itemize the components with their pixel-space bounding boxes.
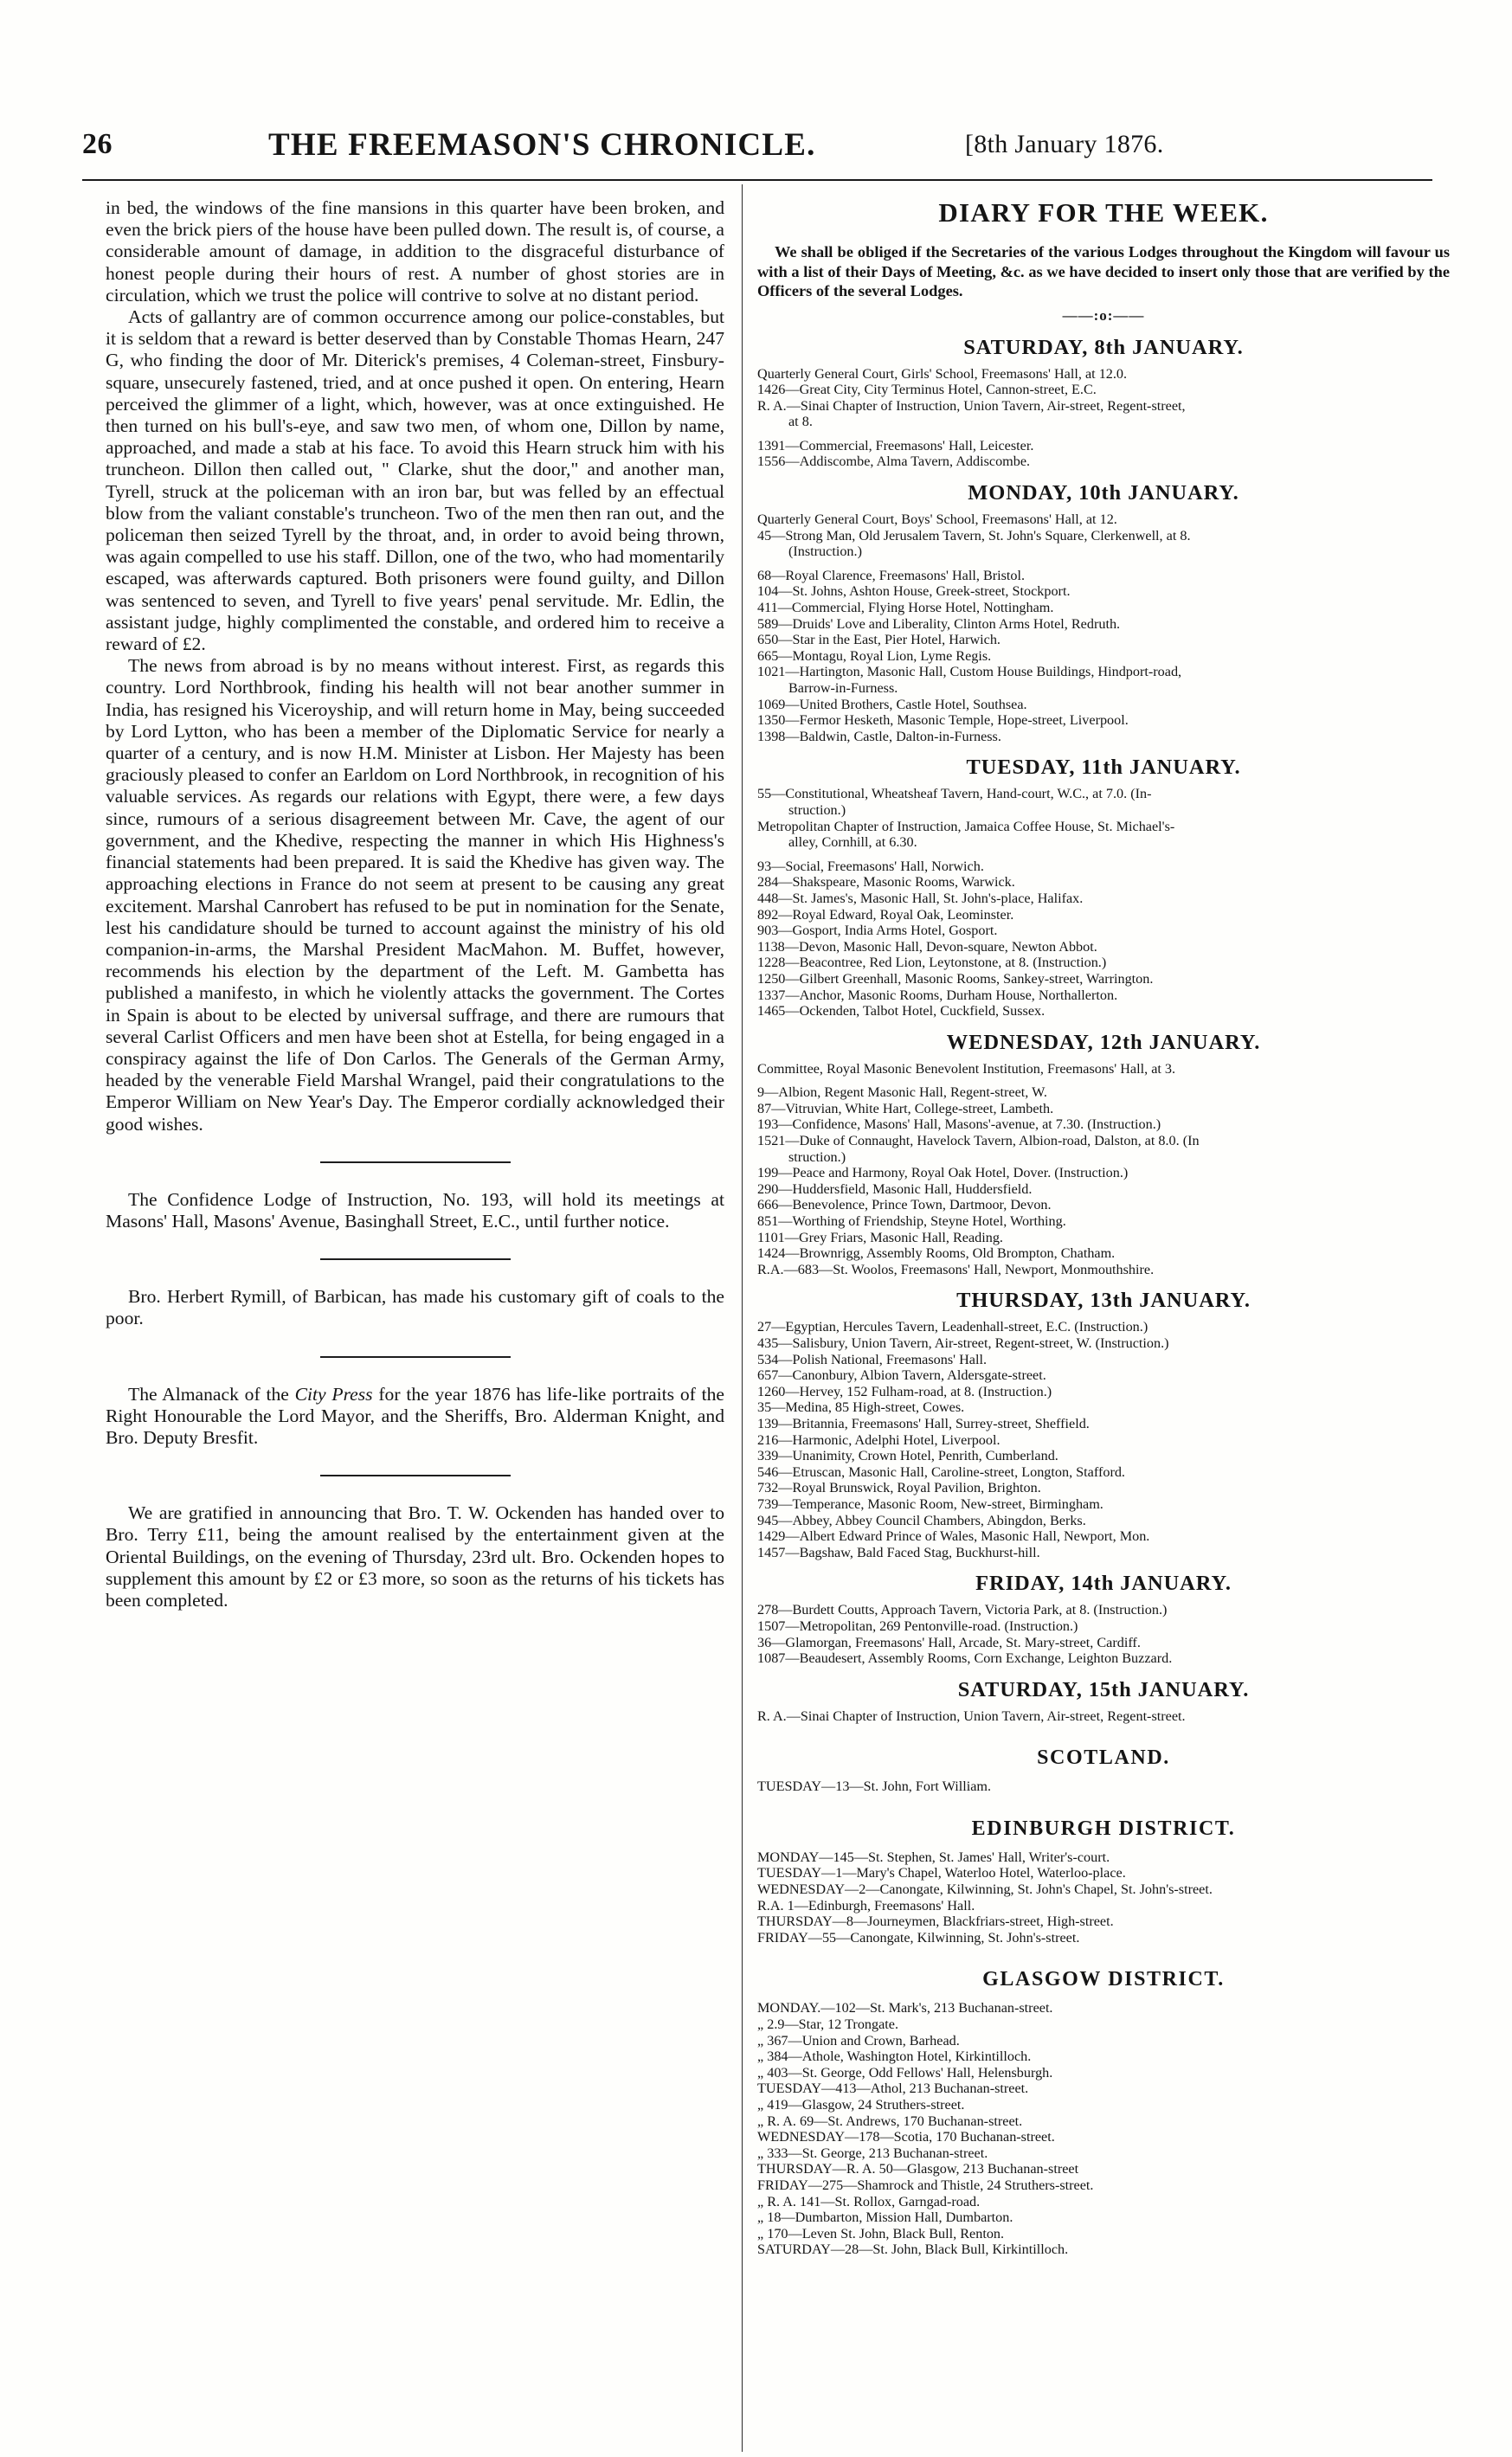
diary-day-entries xyxy=(757,1708,1450,1725)
diary-entry: „ R. A. 69—St. Andrews, 170 Buchanan-street. xyxy=(757,2113,1023,2129)
diary-entry: MONDAY.—102—St. Mark's, 213 Buchanan-street. xyxy=(757,2000,1053,2016)
diary-entry: 739—Temperance, Masonic Room, New-street, Birmingham. xyxy=(757,1495,1103,1512)
diary-entry: „ 2.9—Star, 12 Trongate. xyxy=(757,2016,899,2033)
ornament-divider: ——:o:—— xyxy=(1062,306,1145,324)
masthead xyxy=(82,128,1432,173)
diary-entry: THURSDAY—R. A. 50—Glasgow, 213 Buchanan-street xyxy=(757,2161,1079,2177)
diary-entry: 1069—United Brothers, Castle Hotel, Southsea. xyxy=(757,696,1027,712)
diary-entry: 1250—Gilbert Greenhall, Masonic Rooms, Sankey-street, Warrington. xyxy=(757,970,1154,987)
diary-entry: 1465—Ockenden, Talbot Hotel, Cuckfield, Sussex. xyxy=(757,1003,1046,1019)
diary-entry: R.A. 1—Edinburgh, Freemasons' Hall. xyxy=(757,1897,975,1914)
diary-entry: SATURDAY—28—St. John, Black Bull, Kirkintilloch. xyxy=(757,2242,1069,2258)
diary-entry: 903—Gosport, India Arms Hotel, Gosport. xyxy=(757,923,998,939)
diary-entry: 1556—Addiscombe, Alma Tavern, Addiscombe. xyxy=(757,453,1031,470)
diary-day-entries xyxy=(757,1602,1450,1666)
diary-entry: 27—Egyptian, Hercules Tavern, Leadenhall-street, E.C. (Instruction.) xyxy=(757,1319,1148,1335)
diary-entry: 339—Unanimity, Crown Hotel, Penrith, Cumberland. xyxy=(757,1448,1058,1464)
article-paragraph: in bed, the windows of the fine mansions in this quarter have been broken, and even the brick piers of the house have been pulled down. The result is, of course, a considerable amount of damage, in addition to the disgraceful disturbance of honest people during their hours of rest. A number of ghost stories are in circulation, which we trust the police will contrive to solve at no distant period. xyxy=(106,197,724,306)
diary-entry: 278—Burdett Coutts, Approach Tavern, Victoria Park, at 8. (Instruction.) xyxy=(757,1602,1168,1618)
diary-entry: 284—Shakspeare, Masonic Rooms, Warwick. xyxy=(757,874,1015,891)
diary-entry: „ 419—Glasgow, 24 Struthers-street. xyxy=(757,2097,965,2113)
diary-entry: 1350—Fermor Hesketh, Masonic Temple, Hope-street, Liverpool. xyxy=(757,712,1129,729)
article-paragraph: The news from abroad is by no means without interest. First, as regards this country. Lord Northbrook, finding his health will not bear another summer in India, has resigned his Viceroyship, and will return home in May, being succeeded by Lord Lytton, who has been a member of the Diplomatic Service for nearly a quarter of a century, and is now H.M. Minister at Lisbon. Her Majesty has been graciously pleased to confer an Earldom on Lord Northbrook, in recognition of his valuable services. As regards our relations with Egypt, there were, a few days since, rumours of a serious disagreement between Mr. Cave, the agent of our government, and the Khedive, respecting the manner in which His Highness's financial statements had been prepared. It is said the Khedive has given way. The approaching elections in France do not seem at present to be causing any great excitement. Marshal Canrobert has refused to be put in nomination for the Senate, lest his candidature should be turned to account against the ministry of his old companion-in-arms, the Marshal President MacMahon. M. Buffet, however, recommends his election by the department of the Left. M. Gambetta has published a manifesto, in which he violently attacks the government. The Cortes in Spain is about to be elected by universal suffrage, and there are rumours that several Carlist Officers and men have been shot at Estella, for being engaged in a conspiracy against the life of Don Carlos. The Generals of the German Army, headed by the venerable Field Marshal Wrangel, paid their congratulations to the Emperor William on New Year's Day. The Emperor cordially acknowledged their good wishes. xyxy=(106,655,724,1135)
diary-entry: 68—Royal Clarence, Freemasons' Hall, Bristol. xyxy=(757,567,1026,583)
diary-entry: R. A.—Sinai Chapter of Instruction, Union Tavern, Air-street, Regent-street. xyxy=(757,1708,1186,1724)
diary-day-entries xyxy=(757,1061,1450,1278)
diary-entry: (Instruction.) xyxy=(788,543,862,560)
diary-entry: 1507—Metropolitan, 269 Pentonville-road. (Instruction.) xyxy=(757,1618,1078,1634)
column-divider xyxy=(742,184,743,2452)
diary-entry: TUESDAY—13—St. John, Fort William. xyxy=(757,1778,992,1795)
diary-entry: 448—St. James's, Masonic Hall, St. John's-place, Halifax. xyxy=(757,890,1084,906)
notice-confidence-lodge: The Confidence Lodge of Instruction, No. 193, will hold its meetings at Masons' Hall, Masons' Avenue, Basinghall Street, E.C., until further notice. xyxy=(106,1188,724,1232)
diary-entry: 1521—Duke of Connaught, Havelock Tavern, Albion-road, Dalston, at 8.0. (In xyxy=(757,1133,1200,1149)
diary-day-heading: MONDAY, 10th JANUARY. xyxy=(968,481,1239,505)
diary-entry: 1087—Beaudesert, Assembly Rooms, Corn Exchange, Leighton Buzzard. xyxy=(757,1650,1173,1667)
diary-day-heading: SATURDAY, 8th JANUARY. xyxy=(963,335,1244,359)
diary-entry: TUESDAY—413—Athol, 213 Buchanan-street. xyxy=(757,2081,1029,2097)
diary-entry: FRIDAY—275—Shamrock and Thistle, 24 Struthers-street. xyxy=(757,2177,1094,2193)
scotland-entries xyxy=(757,1778,1450,1795)
diary-day-heading: SATURDAY, 15th JANUARY. xyxy=(957,1677,1250,1701)
diary-entry: alley, Cornhill, at 6.30. xyxy=(788,834,917,851)
diary-entry: 216—Harmonic, Adelphi Hotel, Liverpool. xyxy=(757,1431,1000,1448)
diary-note: We shall be obliged if the Secretaries of the various Lodges throughout the Kingdom will favour us with a list of their Days of Meeting, &c. as we have decided to insert only those that are verified by the Officers of the several Lodges. xyxy=(757,243,1450,299)
diary-entry: „ 403—St. George, Odd Fellows' Hall, Helensburgh. xyxy=(757,2064,1053,2081)
diary-entry xyxy=(757,430,1450,438)
diary-entry: 945—Abbey, Abbey Council Chambers, Abingdon, Berks. xyxy=(757,1512,1086,1528)
diary-entry: 1457—Bagshaw, Bald Faced Stag, Buckhurst-hill. xyxy=(757,1544,1040,1560)
diary-entry: struction.) xyxy=(788,1148,846,1165)
notice-rymill: Bro. Herbert Rymill, of Barbican, has made his customary gift of coals to the poor. xyxy=(106,1286,724,1329)
diary-entry: 193—Confidence, Masons' Hall, Masons'-avenue, at 7.30. (Instruction.) xyxy=(757,1116,1161,1133)
diary-day-heading: TUESDAY, 11th JANUARY. xyxy=(966,756,1241,780)
diary-entry: „ R. A. 141—St. Rollox, Garngad-road. xyxy=(757,2193,981,2209)
diary-entry: 665—Montagu, Royal Lion, Lyme Regis. xyxy=(757,647,992,664)
diary-entry: WEDNESDAY—2—Canongate, Kilwinning, St. John's Chapel, St. John's-street. xyxy=(757,1881,1213,1898)
diary-title: DIARY FOR THE WEEK. xyxy=(938,197,1269,228)
diary-entry: 87—Vitruvian, White Hart, College-street, Lambeth. xyxy=(757,1100,1054,1116)
scotland-heading: SCOTLAND. xyxy=(1037,1746,1170,1770)
diary-entry: 104—St. Johns, Ashton House, Greek-street, Stockport. xyxy=(757,583,1071,600)
diary-entry: THURSDAY—8—Journeymen, Blackfriars-street, High-street. xyxy=(757,1914,1114,1930)
diary-entry: WEDNESDAY—178—Scotia, 170 Buchanan-street. xyxy=(757,2129,1055,2145)
diary-entry: 851—Worthing of Friendship, Steyne Hotel, Worthing. xyxy=(757,1213,1066,1230)
diary-entry: 732—Royal Brunswick, Royal Pavilion, Brighton. xyxy=(757,1480,1041,1496)
diary-entry: 666—Benevolence, Prince Town, Dartmoor, Devon. xyxy=(757,1197,1052,1213)
diary-entry: 650—Star in the East, Pier Hotel, Harwich. xyxy=(757,632,1000,648)
diary-entry: at 8. xyxy=(788,414,813,430)
notice-ockenden: We are gratified in announcing that Bro. T. W. Ockenden has handed over to Bro. Terry £11, being the amount realised by the entertainment given at the Oriental Buildings, on the evening of Thursday, 23rd ult. Bro. Ockenden hopes to supplement this amount by £2 or £3 more, so soon as the returns of his tickets has been completed. xyxy=(106,1502,724,1611)
diary-entry: 1138—Devon, Masonic Hall, Devon-square, Newton Abbot. xyxy=(757,938,1097,955)
diary-entry: 1337—Anchor, Masonic Rooms, Durham House, Northallerton. xyxy=(757,987,1118,1003)
section-divider-rule xyxy=(320,1258,511,1260)
diary-days xyxy=(757,336,1450,1725)
almanack-title-italic: City Press xyxy=(294,1383,373,1405)
diary-entry: 139—Britannia, Freemasons' Hall, Surrey-street, Sheffield. xyxy=(757,1415,1090,1431)
section-divider-rule xyxy=(320,1161,511,1163)
diary-day-entries xyxy=(757,511,1450,744)
almanack-text-post: for the year 1876 has life-like portraits of the Right Honourable the Lord Mayor, and the Sheriffs, Bro. Alderman Knight, and Bro. Deputy Bresfit. xyxy=(106,1383,724,1448)
diary-entry: 1260—Hervey, 152 Fulham-road, at 8. (Instruction.) xyxy=(757,1383,1052,1399)
article-paragraph: Acts of gallantry are of common occurrence among our police-constables, but it is seldom that a reward is better deserved than by Constable Thomas Hearn, 247 G, who finding the door of Mr. Diterick's premises, 4 Coleman-street, Finsbury-square, unsecurely fastened, tried, and at once pushed it open. On entering, Hearn perceived the glimmer of a light, which, however, was at once extinguished. He then turned on his bull's-eye, and saw two men, of whom one, Dillon by name, approached, and made a stab at his face. To avoid this Hearn struck him with his truncheon. Dillon then called out, " Clarke, shut the door," and another man, Tyrell, struck at the policeman with an iron bar, but was felled by an effectual blow from the valiant constable's truncheon. Two of the men then ran out, and the policeman then seized Tyrell by the throat, and, in order to avoid being thrown, was again compelled to use his staff. Dillon, one of the two, who had momentarily escaped, was afterwards captured. Both prisoners were found guilty, and Dillon was sentenced to seven, and Tyrell to five years' penal servitude. Mr. Edlin, the assistant judge, highly complimented the constable, and ordered him to receive a reward of £2. xyxy=(106,306,724,655)
diary-entry: 435—Salisbury, Union Tavern, Air-street, Regent-street, W. (Instruction.) xyxy=(757,1335,1169,1351)
glasgow-entries xyxy=(757,2000,1450,2258)
diary-entry: 93—Social, Freemasons' Hall, Norwich. xyxy=(757,858,984,874)
diary-entry: 1424—Brownrigg, Assembly Rooms, Old Brompton, Chatham. xyxy=(757,1245,1116,1262)
diary-day-entries xyxy=(757,1319,1450,1560)
diary-entry: Committee, Royal Masonic Benevolent Institution, Freemasons' Hall, at 3. xyxy=(757,1060,1176,1077)
diary-day-entries xyxy=(757,366,1450,471)
diary-entry: 55—Constitutional, Wheatsheaf Tavern, Hand-court, W.C., at 7.0. (In- xyxy=(757,786,1152,802)
diary-entry: „ 18—Dumbarton, Mission Hall, Dumbarton. xyxy=(757,2209,1013,2226)
diary-entry: Metropolitan Chapter of Instruction, Jamaica Coffee House, St. Michael's- xyxy=(757,818,1175,834)
diary-entry: „ 333—St. George, 213 Buchanan-street. xyxy=(757,2145,988,2161)
diary-entry: „ 384—Athole, Washington Hotel, Kirkintilloch. xyxy=(757,2049,1032,2065)
diary-entry: 9—Albion, Regent Masonic Hall, Regent-street, W. xyxy=(757,1084,1047,1101)
diary-day-heading: FRIDAY, 14th JANUARY. xyxy=(975,1572,1232,1596)
diary-entry: 199—Peace and Harmony, Royal Oak Hotel, Dover. (Instruction.) xyxy=(757,1165,1129,1181)
diary-entry: 1391—Commercial, Freemasons' Hall, Leicester. xyxy=(757,437,1034,453)
notice-almanack xyxy=(106,1384,724,1450)
diary-entry: Barrow-in-Furness. xyxy=(788,680,898,696)
issue-date: [8th January 1876. xyxy=(965,130,1164,158)
diary-day-heading: WEDNESDAY, 12th JANUARY. xyxy=(946,1030,1261,1054)
edinburgh-entries xyxy=(757,1849,1450,1946)
diary-entry: 411—Commercial, Flying Horse Hotel, Nottingham. xyxy=(757,600,1054,616)
left-column xyxy=(106,197,724,1611)
right-column xyxy=(757,197,1450,2258)
diary-entry: Quarterly General Court, Girls' School, Freemasons' Hall, at 12.0. xyxy=(757,365,1128,382)
section-divider-rule xyxy=(320,1356,511,1358)
page-number: 26 xyxy=(82,128,113,160)
diary-entry: 1228—Beacontree, Red Lion, Leytonstone, at 8. (Instruction.) xyxy=(757,955,1107,971)
diary-entry: TUESDAY—1—Mary's Chapel, Waterloo Hotel, Waterloo-place. xyxy=(757,1865,1126,1881)
diary-entry: 1429—Albert Edward Prince of Wales, Masonic Hall, Newport, Mon. xyxy=(757,1528,1150,1545)
diary-entry: 35—Medina, 85 High-street, Cowes. xyxy=(757,1399,965,1416)
glasgow-heading: GLASGOW DISTRICT. xyxy=(982,1968,1225,1991)
diary-entry: „ 367—Union and Crown, Barhead. xyxy=(757,2032,960,2049)
diary-entry: 290—Huddersfield, Masonic Hall, Huddersfield. xyxy=(757,1180,1033,1197)
diary-entry xyxy=(757,1077,1450,1084)
diary-entry: R. A.—Sinai Chapter of Instruction, Union Tavern, Air-street, Regent-street, xyxy=(757,397,1186,414)
diary-entry: 1398—Baldwin, Castle, Dalton-in-Furness. xyxy=(757,728,1001,744)
diary-entry: 546—Etruscan, Masonic Hall, Caroline-street, Longton, Stafford. xyxy=(757,1463,1125,1480)
edinburgh-heading: EDINBURGH DISTRICT. xyxy=(971,1817,1236,1840)
diary-entry: 1426—Great City, City Terminus Hotel, Cannon-street, E.C. xyxy=(757,382,1097,398)
diary-entry: 589—Druids' Love and Liberality, Clinton Arms Hotel, Redruth. xyxy=(757,615,1121,632)
diary-entry: R.A.—683—St. Woolos, Freemasons' Hall, Newport, Monmouthshire. xyxy=(757,1261,1155,1277)
publication-title: THE FREEMASON'S CHRONICLE. xyxy=(268,127,816,163)
header-rule xyxy=(82,179,1432,181)
diary-day-heading: THURSDAY, 13th JANUARY. xyxy=(956,1289,1251,1313)
diary-entry: 1021—Hartington, Masonic Hall, Custom House Buildings, Hindport-road, xyxy=(757,664,1182,680)
diary-entry: 36—Glamorgan, Freemasons' Hall, Arcade, St. Mary-street, Cardiff. xyxy=(757,1634,1141,1650)
diary-entry xyxy=(757,560,1450,568)
diary-entry: 45—Strong Man, Old Jerusalem Tavern, St. John's Square, Clerkenwell, at 8. xyxy=(757,527,1191,543)
diary-entry xyxy=(757,851,1450,859)
diary-entry: Quarterly General Court, Boys' School, Freemasons' Hall, at 12. xyxy=(757,511,1117,528)
diary-entry: 534—Polish National, Freemasons' Hall. xyxy=(757,1351,988,1367)
diary-entry: FRIDAY—55—Canongate, Kilwinning, St. John's-street. xyxy=(757,1929,1080,1946)
diary-entry: struction.) xyxy=(788,801,846,818)
diary-day-entries xyxy=(757,786,1450,1019)
diary-entry: „ 170—Leven St. John, Black Bull, Renton. xyxy=(757,2225,1005,2242)
diary-entry: 657—Canonbury, Albion Tavern, Aldersgate-street. xyxy=(757,1367,1046,1384)
diary-entry: 1101—Grey Friars, Masonic Hall, Reading. xyxy=(757,1229,1003,1245)
diary-entry: 892—Royal Edward, Royal Oak, Leominster. xyxy=(757,906,1014,923)
section-divider-rule xyxy=(320,1475,511,1476)
almanack-text-pre: The Almanack of the xyxy=(128,1383,295,1405)
diary-entry: MONDAY—145—St. Stephen, St. James' Hall, Writer's-court. xyxy=(757,1849,1110,1865)
